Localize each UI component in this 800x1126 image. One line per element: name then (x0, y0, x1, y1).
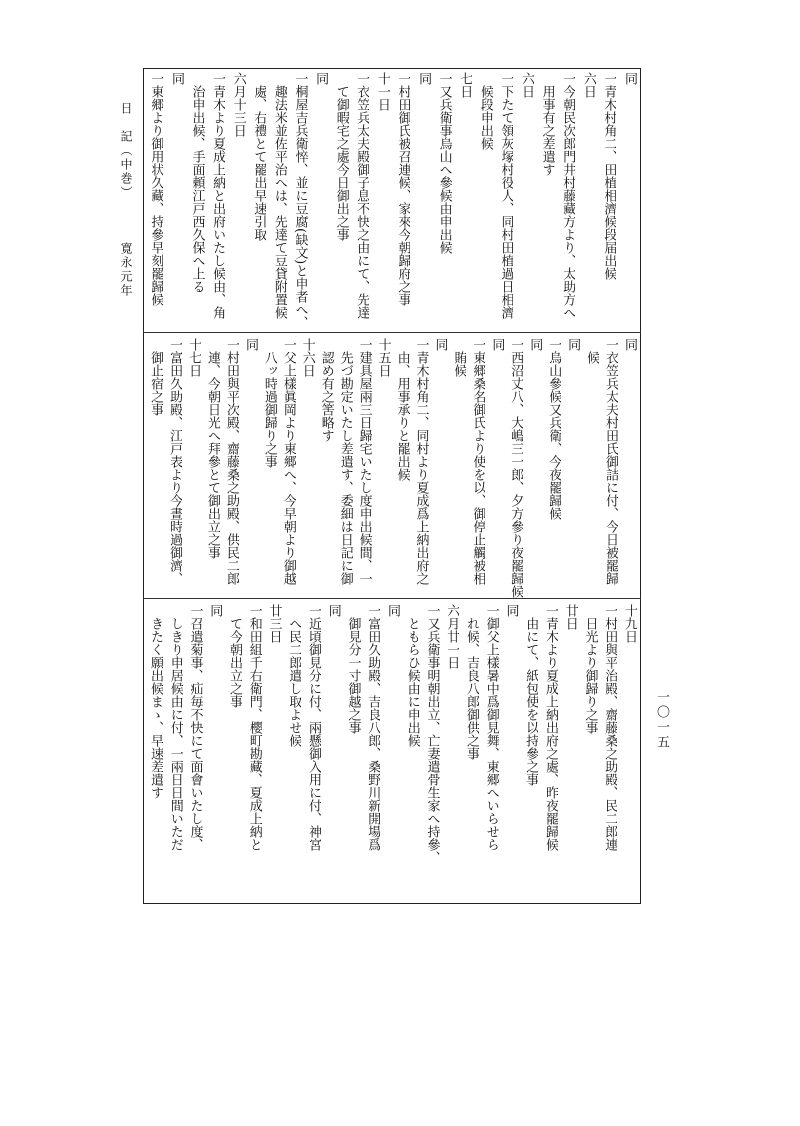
text-column: 六日 (580, 72, 596, 98)
text-band-bottom (147, 604, 637, 864)
text-column: 先づ勘定いたし差遣す、委細は日記に御 (337, 338, 353, 585)
text-column: 一近頃御見分に付、兩懸御入用に付、神宮 (306, 604, 321, 851)
text-column: 御見分一寸御越之事 (345, 604, 361, 734)
text-column: 同 (313, 72, 329, 85)
text-column: 同 (565, 338, 581, 351)
text-column: 一富田久助殿、江戸表より今晝時過御濟、 (167, 338, 183, 585)
text-column: 一東郷より御用状久藏、持參早刻罷歸候 (148, 72, 164, 306)
text-column: 同 (489, 338, 505, 351)
text-column: 一村田與平次殿、齋藤桑之助殿、供民二郎 (223, 338, 239, 585)
band-divider-upper (143, 332, 641, 333)
text-column: 一召遣菊事、疝毎不快にて面會いたし度、 (187, 604, 203, 851)
text-column: 一建具屋兩三日歸宅いたし度申出候間、一 (356, 338, 372, 585)
text-band-middle (147, 338, 637, 598)
text-column: 一青木より夏成上納と出府いたし候由、角 (210, 72, 226, 319)
text-column: 一御父上樣暑中爲御見舞、東郷へいらせら (483, 604, 499, 851)
text-column: 一今朝民次郎門井村藤藏方より、太助方へ (560, 72, 576, 319)
text-column: れ候、吉良八郎御供之事 (464, 604, 479, 760)
text-column: 一又兵衛事烏山へ參候由申出候 (436, 72, 452, 254)
text-column: 同 (432, 338, 448, 351)
text-column: 八ッ時過御歸り之事 (261, 338, 277, 468)
text-column: 十一日 (374, 72, 390, 111)
page-number: 一〇一五 (654, 690, 669, 750)
text-column: 七日 (457, 72, 473, 98)
text-column: 趣法米並佐平治へは、先達て豆貸附置候 (271, 72, 287, 319)
text-column: 一烏山參候又兵衛、今夜罷歸候 (546, 338, 562, 520)
text-column: 十六日 (299, 338, 315, 377)
text-column: 一父上樣眞岡より東郷へ、今早朝より御越 (280, 338, 296, 585)
text-column: 認め有之筈略す (318, 338, 334, 442)
text-column: 廿三日 (266, 604, 282, 643)
text-column: 候段申出候 (477, 72, 493, 150)
text-column: 由、用事承りと罷出候 (394, 338, 410, 481)
text-column: て御暇宅之處今日御出之事 (333, 72, 349, 241)
text-column: 治申出候、手面頼江戸西久保へ上る (189, 72, 205, 293)
text-column: 一桐屋吉兵衛悴、並に豆腐(缺文)と申者へ、 (292, 72, 308, 330)
text-column: へ民二郎遣し取よせ候 (286, 604, 302, 747)
text-column: ともらひ候由に申出候 (404, 604, 420, 747)
text-column: 一青木村角二、同村より夏成爲上納出府之 (413, 338, 429, 585)
text-column: 一西沼丈八、大嶋三一郎、夕方參り夜罷歸候 (508, 338, 524, 598)
text-column: 處、右禮とて罷出早速引取 (251, 72, 267, 241)
text-column: 同 (242, 338, 258, 351)
text-column: 六月廿一日 (444, 604, 460, 669)
text-column: 御止宿之事 (148, 338, 164, 416)
text-column: 一青木より夏成上納出府之處、昨夜罷歸候 (543, 604, 558, 851)
running-head-era: 寛永元年 (119, 242, 133, 298)
text-column: 一村田御氏被召連候、家來今朝歸府之事 (395, 72, 411, 306)
text-column: 一和田組千右衛門、櫻町勘藏、夏成上納と (246, 604, 262, 851)
text-column: 六月十三日 (230, 72, 246, 137)
text-column: 一富田久助殿、吉良八郎、桑野川新開場爲 (365, 604, 381, 851)
band-divider-lower (143, 598, 641, 599)
text-column: 同 (527, 338, 543, 351)
text-column: 由にて、紙包使を以持參之事 (523, 604, 539, 786)
text-column: 同 (416, 72, 432, 85)
text-column: 十五日 (375, 338, 391, 377)
running-head-title: 日 記（中巻） (119, 102, 133, 200)
text-column: 六日 (519, 72, 535, 98)
text-column: 一東郷桑名御氏より使を以、御停止觸被相 (470, 338, 486, 585)
text-column: きたく願出候まゝ、早速差遣す (148, 604, 163, 799)
text-column: 廿日 (562, 604, 578, 630)
text-column: 日光より御歸り之事 (582, 604, 598, 734)
text-column: 連、今朝日光へ拜參とて御出立之事 (205, 338, 221, 559)
text-column: 一青木村角二、田植相濟候段届出候 (601, 72, 617, 280)
text-column: て今朝出立之事 (227, 604, 242, 708)
text-column: しきり申居候由に付、一兩日日間いただ (167, 604, 183, 851)
text-column: 用事有之差遣す (539, 72, 555, 176)
text-column: 同 (622, 72, 637, 85)
text-column: 同 (622, 338, 637, 351)
text-column: 一又兵衛事明朝出立、亡妻遣骨生家へ持參、 (424, 604, 440, 864)
text-column: 同 (385, 604, 400, 617)
text-column: 候 (584, 338, 600, 364)
text-band-top (147, 72, 637, 332)
text-column: 同 (207, 604, 223, 617)
text-column: 一衣笠兵太夫殿御子息不快之由にて、先達 (354, 72, 370, 319)
text-column: 同 (503, 604, 519, 617)
text-column: 一衣笠兵太夫村田氏御詰に付、今日被罷歸 (603, 338, 619, 585)
text-column: 十九日 (622, 604, 637, 643)
text-column: 賄候 (451, 338, 467, 377)
text-column: 十七日 (186, 338, 202, 377)
text-column: 同 (168, 72, 184, 85)
text-column: 同 (325, 604, 341, 617)
text-column: 一下たて領灰塚村役人、同村田植過日相濟 (498, 72, 514, 319)
text-column: 一村田與平治殿、齋藤桑之助殿、民二郎連 (602, 604, 618, 851)
